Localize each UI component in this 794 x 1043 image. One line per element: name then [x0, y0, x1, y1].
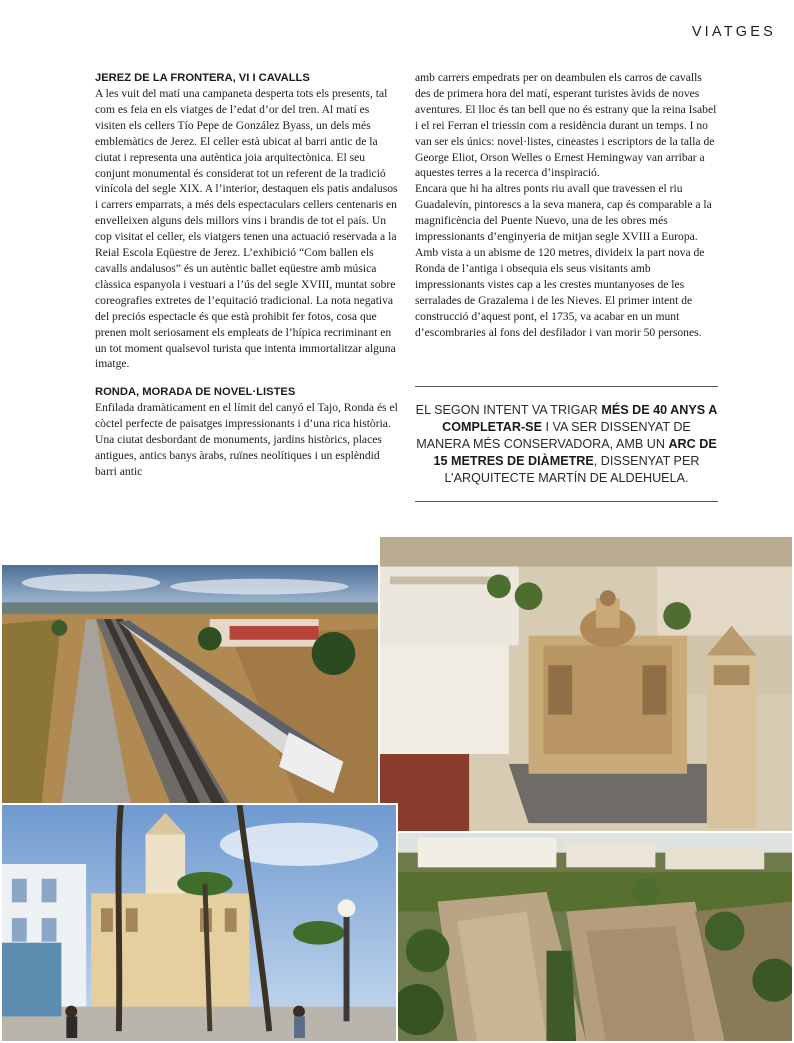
jerez-heading: JEREZ DE LA FRONTERA, VI I CAVALLS: [95, 72, 310, 84]
ronda-body-right-2: Encara que hi ha altres ponts riu avall que travessen el riu Guadalevín, pintorescs a la seva manera, cap és comparable a la magnificència del Puente Nuevo, una de les obres més impressionants d’enginyeria de mitjan segle XVIII a Europa. Amb vista a un abisme de 120 metres, divideix la part nova de Ronda de l’antiga i obsequia els seus visitants amb impressionants vistes cap a les crestes muntanyoses de les serralades de Grazalema i de les Nieves. El primer intent de construcció d’aquest pont, el 1735, va acabar en un munt d’escombraries al fons del desfilador i van morir 50 persones.: [415, 182, 712, 339]
train-photo: [0, 563, 380, 805]
ronda-heading: RONDA, MORADA DE NOVEL·LISTES: [95, 386, 296, 399]
ronda-gorge-photo: [396, 831, 794, 1043]
cathedral-photo: [378, 535, 794, 833]
right-column: [415, 70, 718, 340]
ronda-body-right-1: amb carrers empedrats per on deambulen els carros de cavalls des de primera hora del matí, esperant turistes àvids de noves aventures. El lloc és tan bell que no és estrany que la reina Isabel i el rei Ferran el triessin com a residència durant un temps. I no van ser els únics: novel·listes, cineastes i escriptors de la talla de George Eliot, Orson Welles o Ernest Hemingway van arribar a aquestes terres a la recerca d’inspiració.: [415, 71, 717, 180]
pull-quote-bold: ARC DE 15 METRES DE DIÀMETRE: [433, 437, 717, 468]
left-column: [95, 70, 398, 480]
pull-quote: [415, 386, 718, 502]
jerez-body: A les vuit del matí una campaneta desperta tots els presents, tal com es feia en els viatges de l’edat d’or del tren. Al matí es visiten els cellers Tío Pepe de González Byass, un dels més emblemàtics de Jerez. El celler està ubicat al barri antic de la ciutat i representa una autèntica joia arquitectònica. El seu conjunt monumental és considerat tot un referent de la tradició vinícola del segle XIX. A l’interior, destaquen els patis andalusos i carrers emparrats, a més dels espectaculars cellers centenaris en envelleixen alguns dels millors vins i brandis de tot el país. Un cop visitat el celler, els viatgers tenen una actuació reservada a la Reial Escola Eqüestre de Jerez. L’exhibició “Com ballen els cavalls andalusos” és un autèntic ballet eqüestre amb música clàssica espanyola i vestuari a l’ús del segle XVIII, muntat sobre coreografies extretes de l’equitació tradicional. La nota negativa del preciós espectacle és que està prohibit fer fotos, cosa que prenen molt seriosament els empleats de l’hípica recriminant en un tot moment qualsevol turista que intenta immortalitzar alguna imatge.: [95, 87, 398, 371]
ronda-body-left: Enfilada dramàticament en el límit del canyó el Tajo, Ronda és el còctel perfecte de paisatges impressionants i d’una rica història. Una ciutat desbordant de monuments, jardins històrics, places antigues, antics banys àrabs, ruïnes neolítiques i un esplèndid barri antic: [95, 401, 398, 478]
cadiz-plaza-photo: [0, 803, 398, 1043]
pull-quote-part: I VA SER DISSENYAT DE MANERA MÉS CONSERVADORA, AMB UN: [416, 420, 691, 451]
pull-quote-bold: MÉS DE 40 ANYS A COMPLETAR-SE: [442, 403, 718, 434]
pull-quote-part: EL SEGON INTENT VA TRIGAR: [415, 403, 602, 417]
section-label: VIATGES: [691, 24, 776, 40]
pull-quote-part: , DISSENYAT PER L’ARQUITECTE MARTÍN DE ALDEHUELA.: [444, 454, 700, 485]
